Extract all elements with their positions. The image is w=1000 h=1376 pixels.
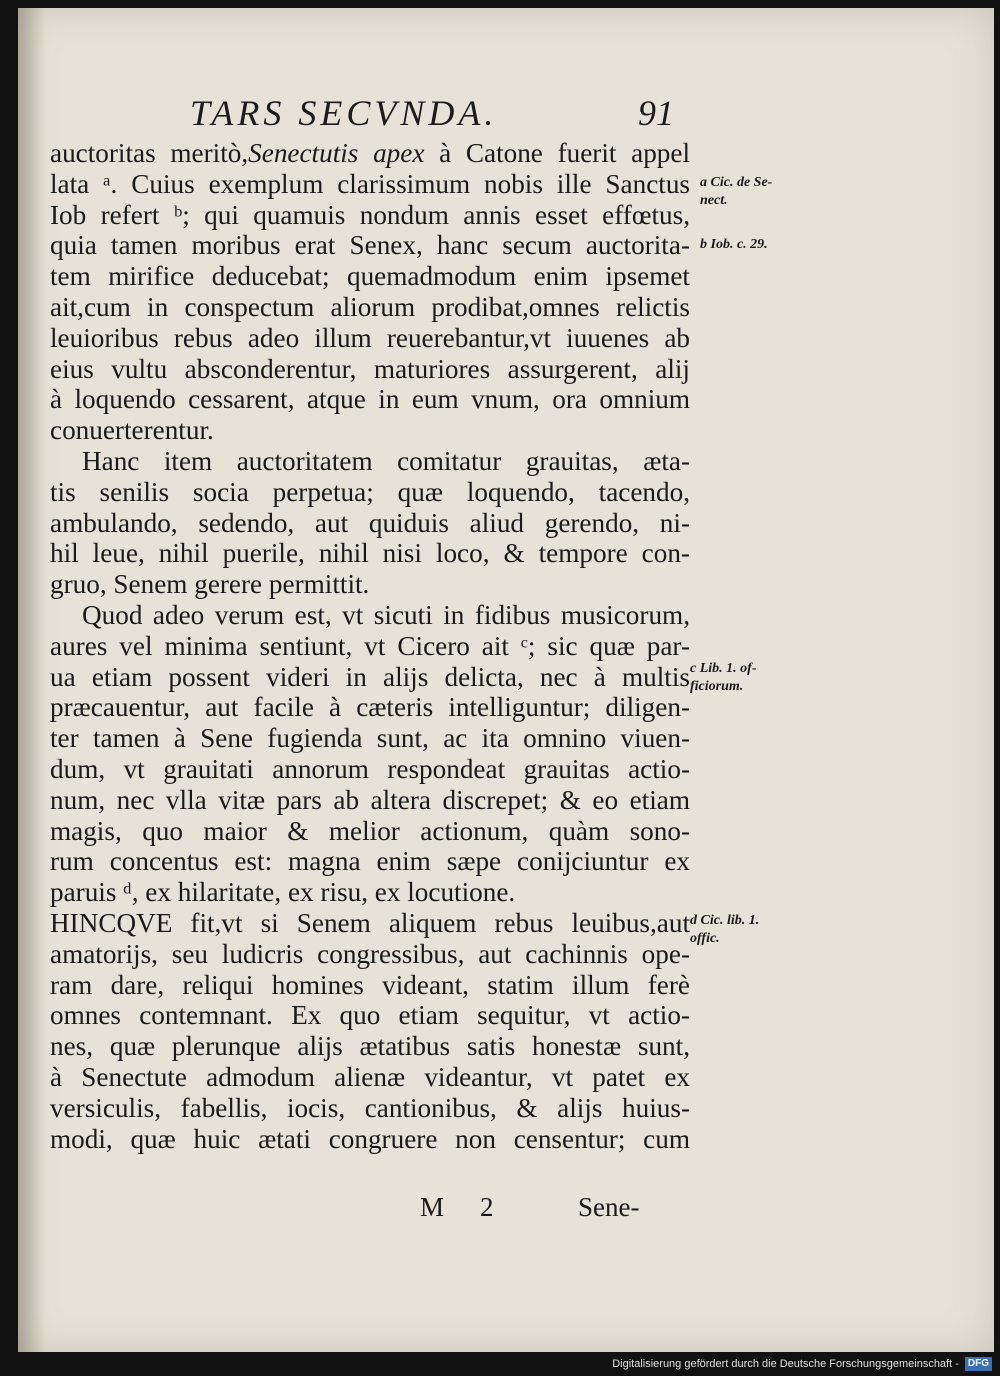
text-line: conuerterentur. [50, 415, 214, 446]
text-line: hil leue, nihil puerile, nihil nisi loco, & tempore con- [50, 538, 690, 569]
text-line: ait,cum in conspectum aliorum prodibat,omnes relictis [50, 291, 690, 322]
text-line: aures vel minima sentiunt, vt Cicero ait ᶜ; sic quæ par- [50, 630, 690, 661]
signature-line [420, 1192, 650, 1228]
digitization-footer [612, 1354, 992, 1374]
text-line: tis senilis socia perpetua; quæ loquendo, tacendo, [50, 476, 690, 507]
text-line: versiculis, fabellis, iocis, cantionibus, & alijs huius- [50, 1092, 690, 1123]
text-line: ambulando, sedendo, aut quiduis aliud gerendo, ni- [50, 507, 690, 538]
text-line: quia tamen moribus erat Senex, hanc secum auctorita- [50, 230, 690, 261]
text-line: amatorijs, seu ludicris congressibus, aut cachinnis ope- [50, 938, 690, 969]
text-line: modi, quæ huic ætati congruere non censentur; cum [50, 1123, 690, 1154]
text-line: Iob refert ᵇ; qui quamuis nondum annis esset effœtus, [50, 199, 690, 230]
text-line: auctoritas meritò,Senectutis apex à Catone fuerit appel [50, 138, 691, 168]
running-title: TARS SECVNDA. [190, 93, 498, 133]
text-line: eius vultu absconderentur, maturiores assurgerent, alij [50, 353, 690, 384]
running-header [190, 92, 690, 142]
marginal-note-d: d Cic. lib. 1. offic. [690, 913, 760, 946]
text-line: omnes contemnant. Ex quo etiam sequitur, vt actio- [50, 1000, 690, 1031]
marginal-note-b: b Iob. c. 29. [700, 237, 768, 252]
text-line: num, nec vlla vitæ pars ab altera discrepet; & eo etiam [50, 784, 690, 815]
text-line: à Senectute admodum alienæ videantur, vt patet ex [50, 1061, 690, 1092]
emphasis-senectutis-apex: Senectutis apex [248, 138, 425, 168]
text-line: tem mirifice deducebat; quemadmodum enim ipsemet [50, 261, 690, 292]
funding-credit: Digitalisierung gefördert durch die Deutsche Forschungsgemeinschaft - [612, 1358, 959, 1370]
text-line: lata ᵃ. Cuius exemplum clarissimum nobis ille Sanctus [50, 168, 690, 199]
text-line: leuioribus rebus adeo illum reuerebantur,vt iuuenes ab [50, 322, 690, 353]
text-line: præcauentur, aut facile à cæteris intelliguntur; diligen- [50, 692, 690, 723]
body-text [50, 138, 690, 1154]
text-line: magis, quo maior & melior actionum, quàm sono- [50, 815, 690, 846]
text-line: Quod adeo verum est, vt sicuti in fidibus musicorum, [82, 599, 690, 630]
signature-number: 2 [480, 1192, 494, 1222]
text-line: rum concentus est: magna enim sæpe conijciuntur ex [50, 846, 690, 877]
text-line: à loquendo cessarent, atque in eum vnum, ora omnium [50, 384, 690, 415]
text-line: nes, quæ plerunque alijs ætatibus satis honestæ sunt, [50, 1031, 690, 1062]
text-line: paruis ᵈ, ex hilaritate, ex risu, ex locutione. [50, 877, 516, 908]
dfg-logo: DFG [965, 1357, 992, 1371]
marginal-note-c: c Lib. 1. of- ficiorum. [690, 661, 757, 694]
signature-mark: M [420, 1192, 445, 1222]
page-gutter-shadow [18, 8, 46, 1352]
text-line: ua etiam possent videri in alijs delicta, nec à multis [50, 661, 690, 692]
marginal-note-a: a Cic. de Se- nect. [700, 175, 773, 208]
text-line: ter tamen à Sene fugienda sunt, ac ita omnino viuen- [50, 723, 690, 754]
text-line: ram dare, reliqui homines videant, statim illum ferè [50, 969, 690, 1000]
page-number: 91 [638, 93, 674, 133]
catchword: Sene- [578, 1192, 640, 1222]
text-line: HINCQVE fit,vt si Senem aliquem rebus leuibus,aut [50, 907, 690, 938]
text-line: Hanc item auctoritatem comitatur grauitas, æta- [82, 445, 690, 476]
text-line: dum, vt grauitati annorum respondeat grauitas actio- [50, 753, 690, 784]
text-line: gruo, Senem gerere permittit. [50, 569, 370, 600]
